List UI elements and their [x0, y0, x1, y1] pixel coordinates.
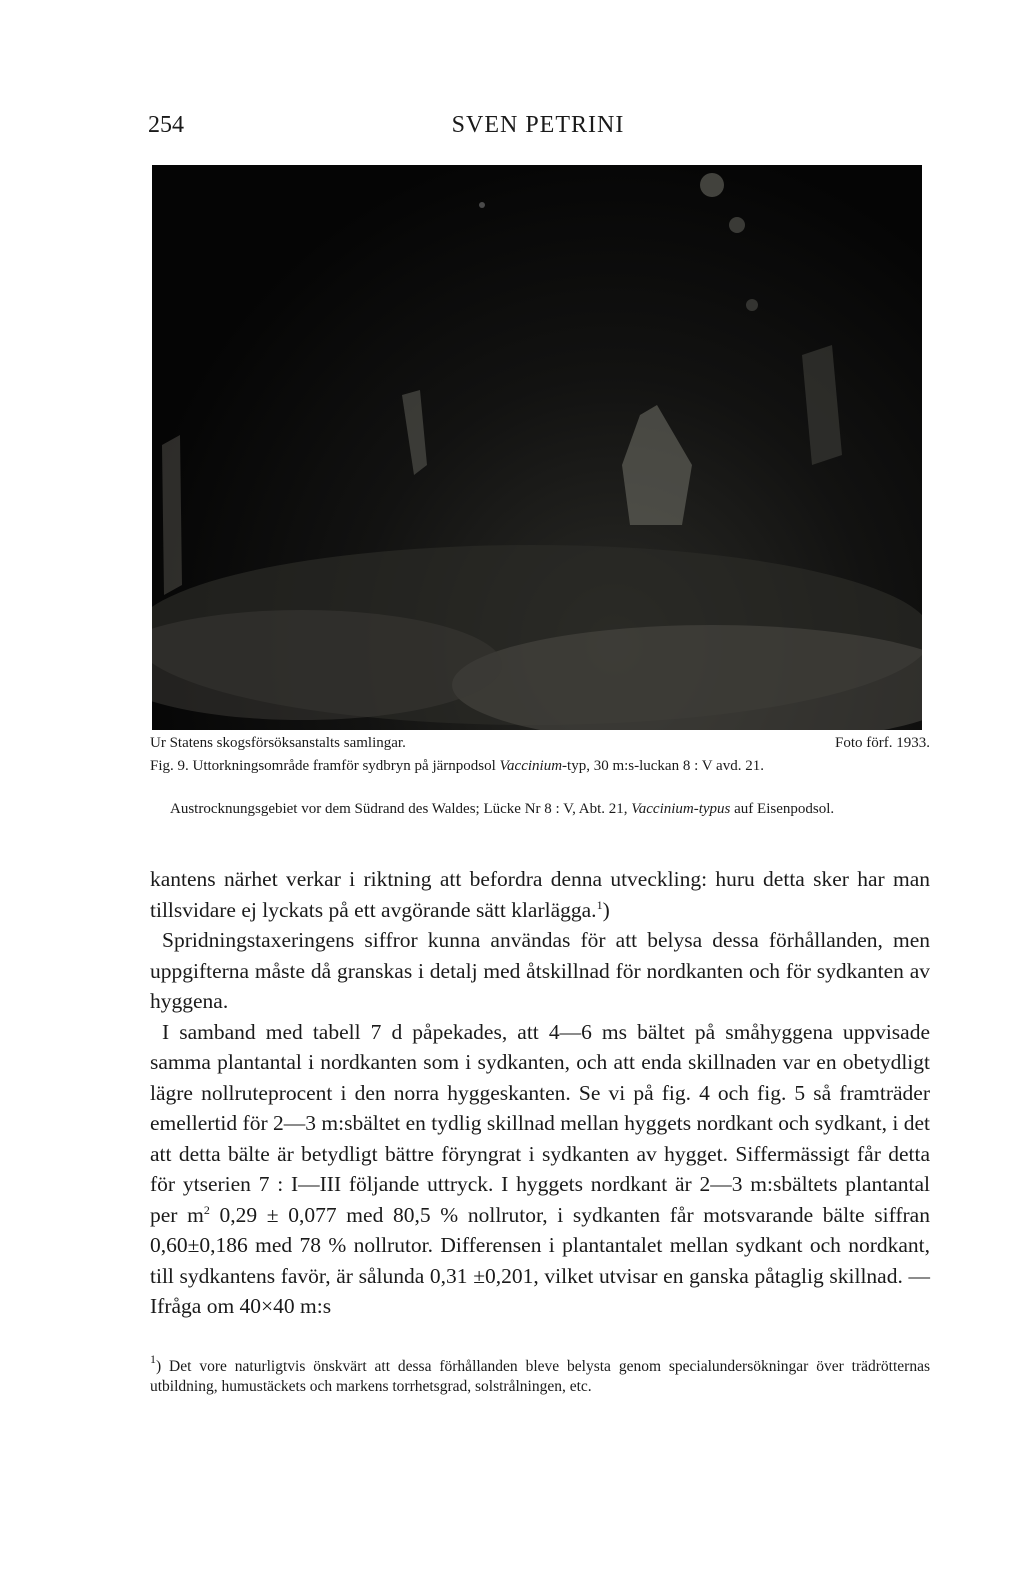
- figure-credit: [150, 734, 930, 754]
- superscript-2: 2: [203, 1202, 210, 1217]
- caption-de-species: Vaccinium-typus: [631, 801, 731, 817]
- figure-caption-swedish: [150, 757, 930, 776]
- caption-de-text-end: auf Eisenpodsol.: [734, 801, 835, 817]
- paragraph-3-text: I samband med tabell 7 d påpekades, att 4—6 ms bältet på småhyggena uppvisade samma plantantal i nordkanten som i sydkanten, och att enda skillnaden var en obetydligt lägre nollruteprocent i den norra hyggeskanten. Se vi på fig. 4 och fig. 5 så framträder emellertid för 2—3 m:sbältet en tydlig skillnad mellan hyggets nordkant och sydkant, i det att detta bälte är betydligt bättre föryngrat i sydkanten av hygget. Siffermässigt får detta för ytserien 7 : I—III följande uttryck. I hyggets nordkant är 2—3 m:sbältets plantantal per m: [150, 1019, 930, 1227]
- caption-sv-text: Uttorkningsområde framför sydbryn på järnpodsol: [192, 758, 496, 774]
- paragraph-3: [150, 1017, 930, 1322]
- caption-sv-species: Vaccinium: [499, 758, 563, 774]
- figure-caption-german: [150, 800, 950, 819]
- footnote-paren: ): [156, 1358, 162, 1375]
- paragraph-1: [150, 864, 930, 925]
- body-text: [150, 864, 930, 1322]
- footnote-marker: 1: [150, 1352, 156, 1366]
- caption-de-text: Austrocknungsgebiet vor dem Südrand des Waldes; Lücke Nr 8 : V, Abt. 21,: [170, 801, 628, 817]
- photo-credit: Foto förf. 1933.: [835, 735, 930, 751]
- running-head: SVEN PETRINI: [451, 112, 625, 138]
- figure-label: Fig. 9.: [150, 758, 189, 774]
- paragraph-3-text-end: 0,29 ± 0,077 med 80,5 % nollrutor, i sydkanten får motsvarande bälte siffran 0,60±0,186 med 78 % nollrutor. Differensen i plantantalet mellan sydkant och nordkant, till sydkantens favör, är sålunda 0,31 ±0,201, vilket utvisar en ganska påtaglig skillnad. — Ifråga om 40×40 m:s: [150, 1202, 930, 1318]
- page-number: 254: [148, 112, 184, 138]
- paragraph-2: Spridningstaxeringens siffror kunna användas för att belysa dessa förhållanden, men uppgifterna måste då granskas i detalj med åtskillnad för nordkanten och för sydkanten av hyggena.: [150, 928, 930, 1013]
- footnote: [150, 1352, 930, 1397]
- footnote-text: Det vore naturligtvis önskvärt att dessa förhållanden bleve belysta genom specialundersökningar över trädrötternas utbildning, humustäckets och markens torrhetsgrad, solstrålningen, etc.: [150, 1358, 930, 1395]
- photo-source: Ur Statens skogsförsöksanstalts samlingar.: [150, 735, 406, 751]
- photo-shapes: [152, 165, 922, 730]
- footnote-ref: 1: [596, 897, 603, 912]
- paragraph-1-text: kantens närhet verkar i riktning att befordra denna utveckling: huru detta sker har man tillsvidare ej lyckats på ett avgörande sätt klarlägga.: [150, 867, 930, 922]
- forest-photograph: [152, 165, 922, 730]
- caption-sv-text-end: -typ, 30 m:s-luckan 8 : V avd. 21.: [562, 758, 764, 774]
- page-header: [148, 112, 928, 148]
- footnote-ref-paren: ): [602, 897, 610, 922]
